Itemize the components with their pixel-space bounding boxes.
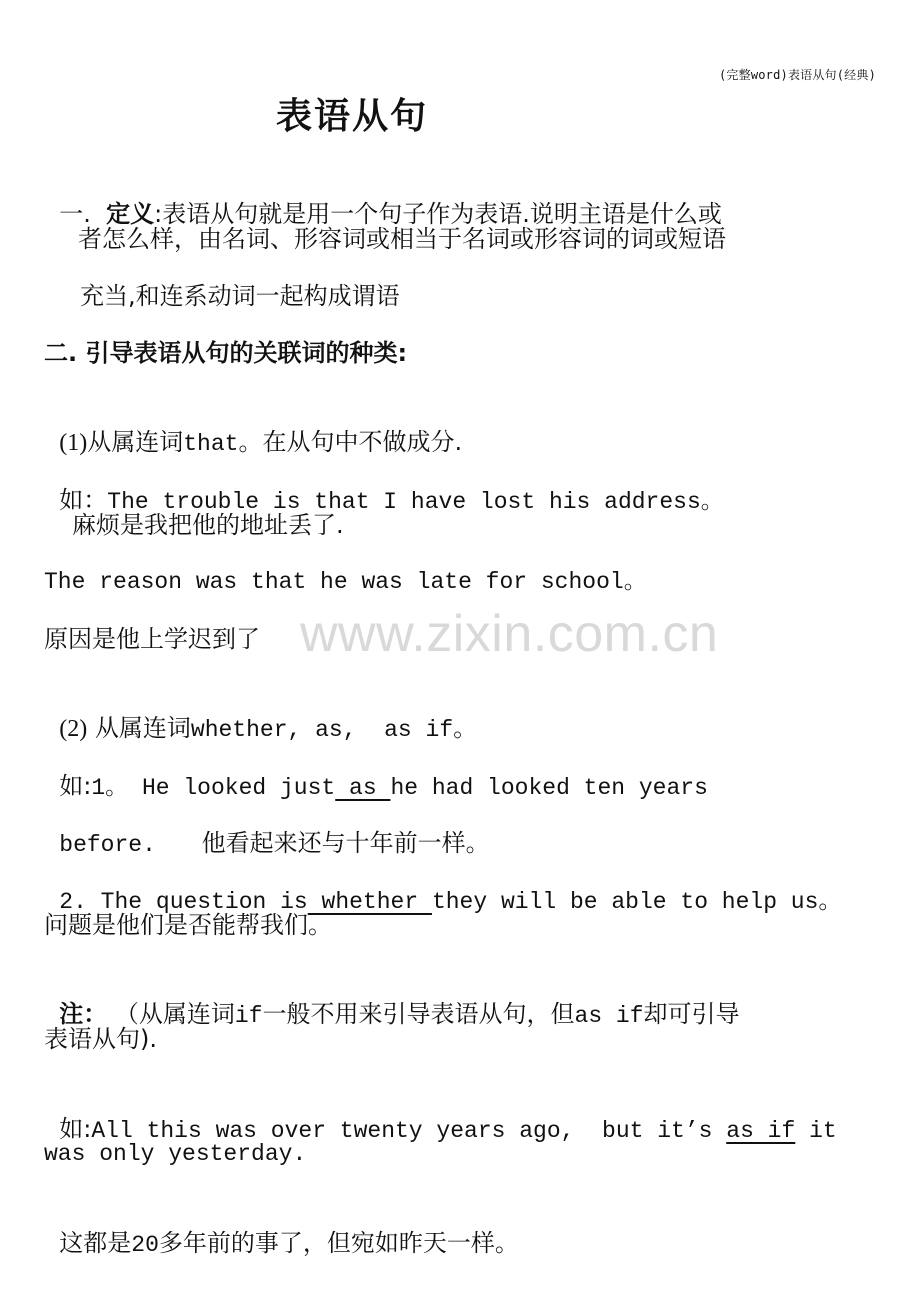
example-end: 。 — [818, 886, 843, 914]
example-5-en-line-2: was only yesterday. — [44, 1141, 307, 1167]
note-keyword: as if — [574, 1003, 644, 1029]
note-line-2: 表语从句). — [44, 1025, 157, 1053]
item-text: 从属连词 — [87, 714, 191, 742]
item-2-line — [44, 680, 892, 746]
example-translation: 他看起来还与十年前一样。 — [201, 829, 490, 857]
conjunction-words: whether, as, as if — [190, 717, 454, 743]
example-sentence: All this was over twenty years ago, but it’s — [91, 1118, 727, 1144]
underlined-conjunction: as — [335, 775, 391, 801]
example-number: 20 — [131, 1232, 159, 1258]
item-text: 。在从句中不做成分. — [238, 428, 463, 456]
document-header-label: (完整word)表语从句(经典) — [719, 68, 876, 82]
example-sentence: The trouble is that I have lost his address。 — [107, 489, 724, 515]
example-translation: 这都是 — [59, 1229, 132, 1257]
item-text: 从属连词 — [87, 428, 184, 456]
example-2-zh: 原因是他上学迟到了 — [44, 625, 260, 653]
example-sentence: He looked just — [128, 775, 336, 801]
example-sentence: he had looked ten years — [390, 775, 708, 801]
item-number: (2) — [59, 716, 88, 742]
definition-line-1 — [44, 166, 892, 230]
example-prefix: 如： — [59, 486, 108, 514]
definition-separator: : — [154, 200, 163, 228]
note-text: （从属连词 — [107, 1000, 235, 1028]
definition-term: 定义 — [106, 200, 155, 228]
underlined-conjunction: as if — [726, 1118, 796, 1144]
example-prefix: 如: — [59, 772, 92, 800]
watermark: www.zixin.com.cn — [300, 605, 719, 663]
definition-text: 表语从句就是用一个句子作为表语.说明主语是什么或 — [162, 200, 722, 228]
example-sentence: it — [795, 1118, 837, 1144]
definition-line-2: 者怎么样，由名词、形容词或相当于名词或形容词的词或短语 — [78, 225, 726, 253]
note-label: 注： — [59, 1000, 108, 1028]
example-1-zh: 麻烦是我把他的地址丢了. — [72, 511, 344, 539]
section-number: 一. — [59, 200, 91, 228]
example-sentence: before. — [59, 832, 156, 858]
conjunction-word: that — [183, 431, 239, 457]
item-number: (1) — [59, 430, 88, 456]
example-translation: 多年前的事了，但宛如昨天一样。 — [158, 1229, 519, 1257]
underlined-conjunction: whether — [307, 889, 432, 915]
example-sentence: they will be able to help us — [431, 889, 819, 915]
example-prefix: 如: — [59, 1115, 92, 1143]
example-number: 1。 — [91, 775, 129, 801]
example-5-zh — [44, 1195, 892, 1261]
section-heading: 二. 引导表语从句的关联词的种类: — [44, 339, 408, 367]
note-text: 却可引导 — [643, 1000, 740, 1028]
example-number: 2. — [59, 889, 87, 915]
example-4-zh: 问题是他们是否能帮我们。 — [44, 911, 332, 939]
note-text: 一般不用来引导表语从句，但 — [262, 1000, 575, 1028]
page-title: 表语从句 — [276, 96, 429, 137]
item-end: 。 — [453, 714, 478, 742]
definition-line-3: 充当,和连系动词一起构成谓语 — [80, 282, 400, 310]
item-1-line — [44, 394, 892, 460]
example-sentence: The question is — [86, 889, 308, 915]
example-2-en: The reason was that he was late for school。 — [44, 569, 647, 595]
note-keyword: if — [234, 1003, 263, 1029]
